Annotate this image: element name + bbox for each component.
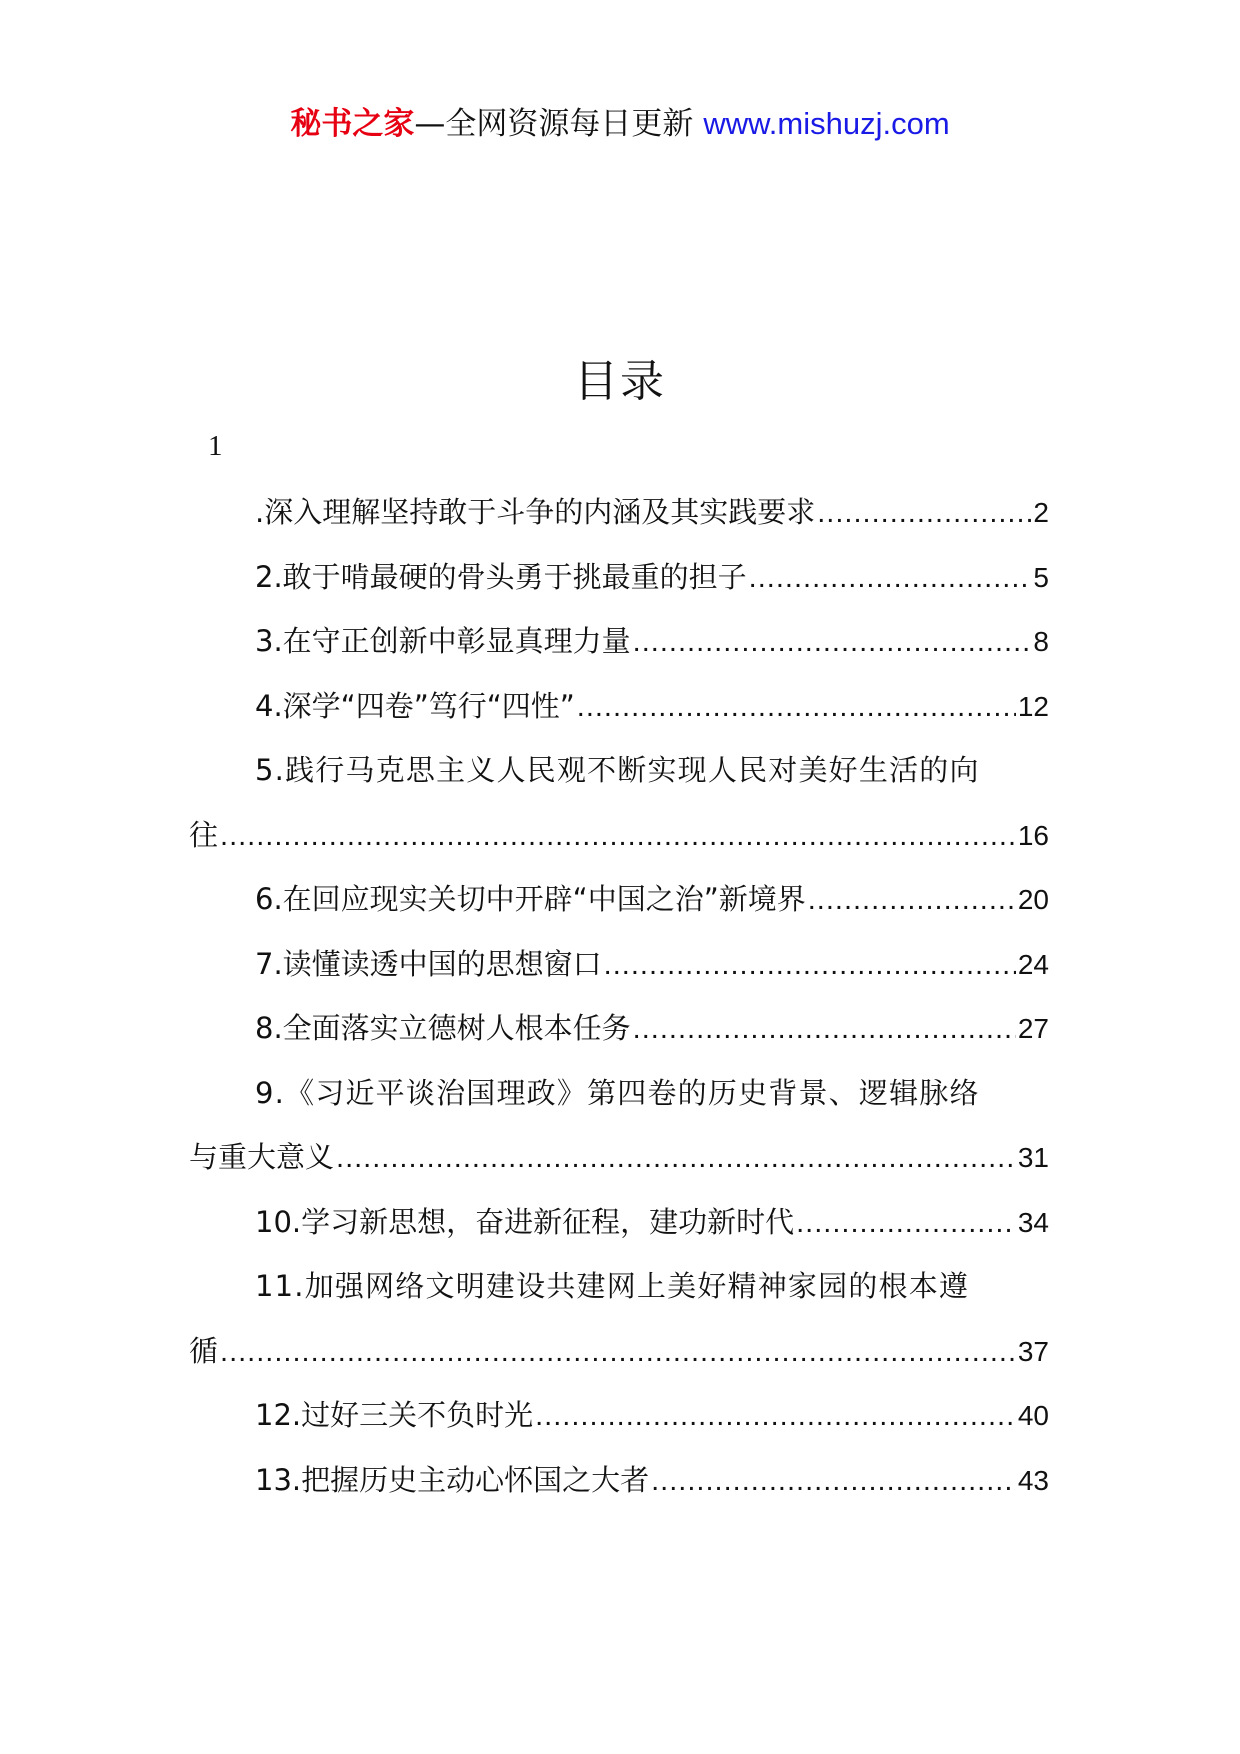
dot-leader [336, 1126, 1016, 1191]
toc-entry-title: 4.深学“四卷”笃行“四性” [255, 688, 575, 723]
toc-entry-13[interactable] [189, 1448, 1049, 1513]
toc-entry-7[interactable] [189, 932, 1049, 997]
toc-page-number: 24 [1017, 948, 1049, 980]
dot-leader [633, 610, 1032, 675]
dot-leader [749, 546, 1032, 611]
toc-page-number: 31 [1017, 1142, 1049, 1173]
toc-entry-11[interactable] [189, 1254, 1049, 1383]
toc-entry-title-line1: 5.践行马克思主义人民观不断实现人民对美好生活的向 [255, 753, 980, 787]
toc-entry-title: 8.全面落实立德树人根本任务 [255, 1011, 631, 1045]
dot-leader [808, 868, 1016, 933]
toc-entry-10[interactable] [189, 1190, 1049, 1255]
toc-entry-12[interactable] [189, 1383, 1049, 1448]
toc-page-number: 5 [1033, 561, 1049, 593]
dot-leader [220, 1320, 1016, 1385]
dot-leader [604, 933, 1016, 998]
dot-leader [220, 804, 1016, 869]
toc-entry-5[interactable] [189, 738, 1049, 867]
toc-entry-title: 7.读懂读透中国的思想窗口 [255, 946, 602, 981]
toc-entry-title: 13.把握历史主动心怀国之大者 [255, 1462, 650, 1497]
stray-number: 1 [208, 430, 223, 462]
toc-entry-title: .深入理解坚持敢于斗争的内涵及其实践要求 [255, 495, 816, 529]
toc-entry-3[interactable] [189, 609, 1049, 674]
toc-page-number: 40 [1017, 1400, 1049, 1431]
toc-page-number: 34 [1017, 1206, 1049, 1238]
dot-leader [796, 1191, 1016, 1256]
toc-page-number: 27 [1017, 1013, 1049, 1044]
banner-tagline: —全网资源每日更新 [414, 106, 694, 142]
toc-page-number: 16 [1017, 819, 1049, 851]
toc-entry-2[interactable] [189, 545, 1049, 610]
dot-leader [577, 675, 1016, 740]
toc-entry-title-line2: 与重大意义 [189, 1140, 335, 1174]
toc-page-number: 12 [1017, 690, 1049, 722]
dot-leader [817, 481, 1031, 546]
toc-page-number: 43 [1017, 1464, 1049, 1496]
table-of-contents [189, 480, 1049, 1512]
site-url-link[interactable]: www.mishuzj.com [703, 106, 950, 141]
toc-entry-title-line1: 11.加强网络文明建设共建网上美好精神家园的根本遵 [255, 1269, 970, 1303]
toc-entry-title: 2.敢于啃最硬的骨头勇于挑最重的担子 [255, 559, 747, 594]
toc-page-number: 37 [1017, 1335, 1049, 1367]
toc-page-number: 20 [1017, 884, 1049, 915]
toc-entry-9[interactable] [189, 1061, 1049, 1190]
toc-entry-title-line1: 9.《习近平谈治国理政》第四卷的历史背景、逻辑脉络 [255, 1075, 980, 1110]
toc-entry-title: 3.在守正创新中彰显真理力量 [255, 624, 631, 658]
toc-page-number: 8 [1033, 626, 1049, 657]
toc-page-number: 2 [1033, 497, 1049, 528]
brand-name: 秘书之家 [290, 106, 415, 142]
toc-entry-title: 10.学习新思想，奋进新征程，建功新时代 [255, 1204, 795, 1239]
toc-entry-8[interactable] [189, 996, 1049, 1061]
site-banner [0, 102, 1240, 146]
toc-entry-4[interactable] [189, 674, 1049, 739]
toc-entry-title-line2: 循 [189, 1333, 219, 1368]
toc-entry-title-line2: 往 [189, 817, 219, 852]
toc-entry-title: 12.过好三关不负时光 [255, 1398, 534, 1432]
toc-entry-1[interactable] [189, 480, 1049, 545]
dot-leader [633, 997, 1016, 1062]
page-title: 目录 [574, 356, 666, 407]
dot-leader [651, 1449, 1016, 1514]
dot-leader [535, 1384, 1016, 1449]
toc-entry-title: 6.在回应现实关切中开辟“中国之治”新境界 [255, 882, 806, 916]
toc-entry-6[interactable] [189, 867, 1049, 932]
